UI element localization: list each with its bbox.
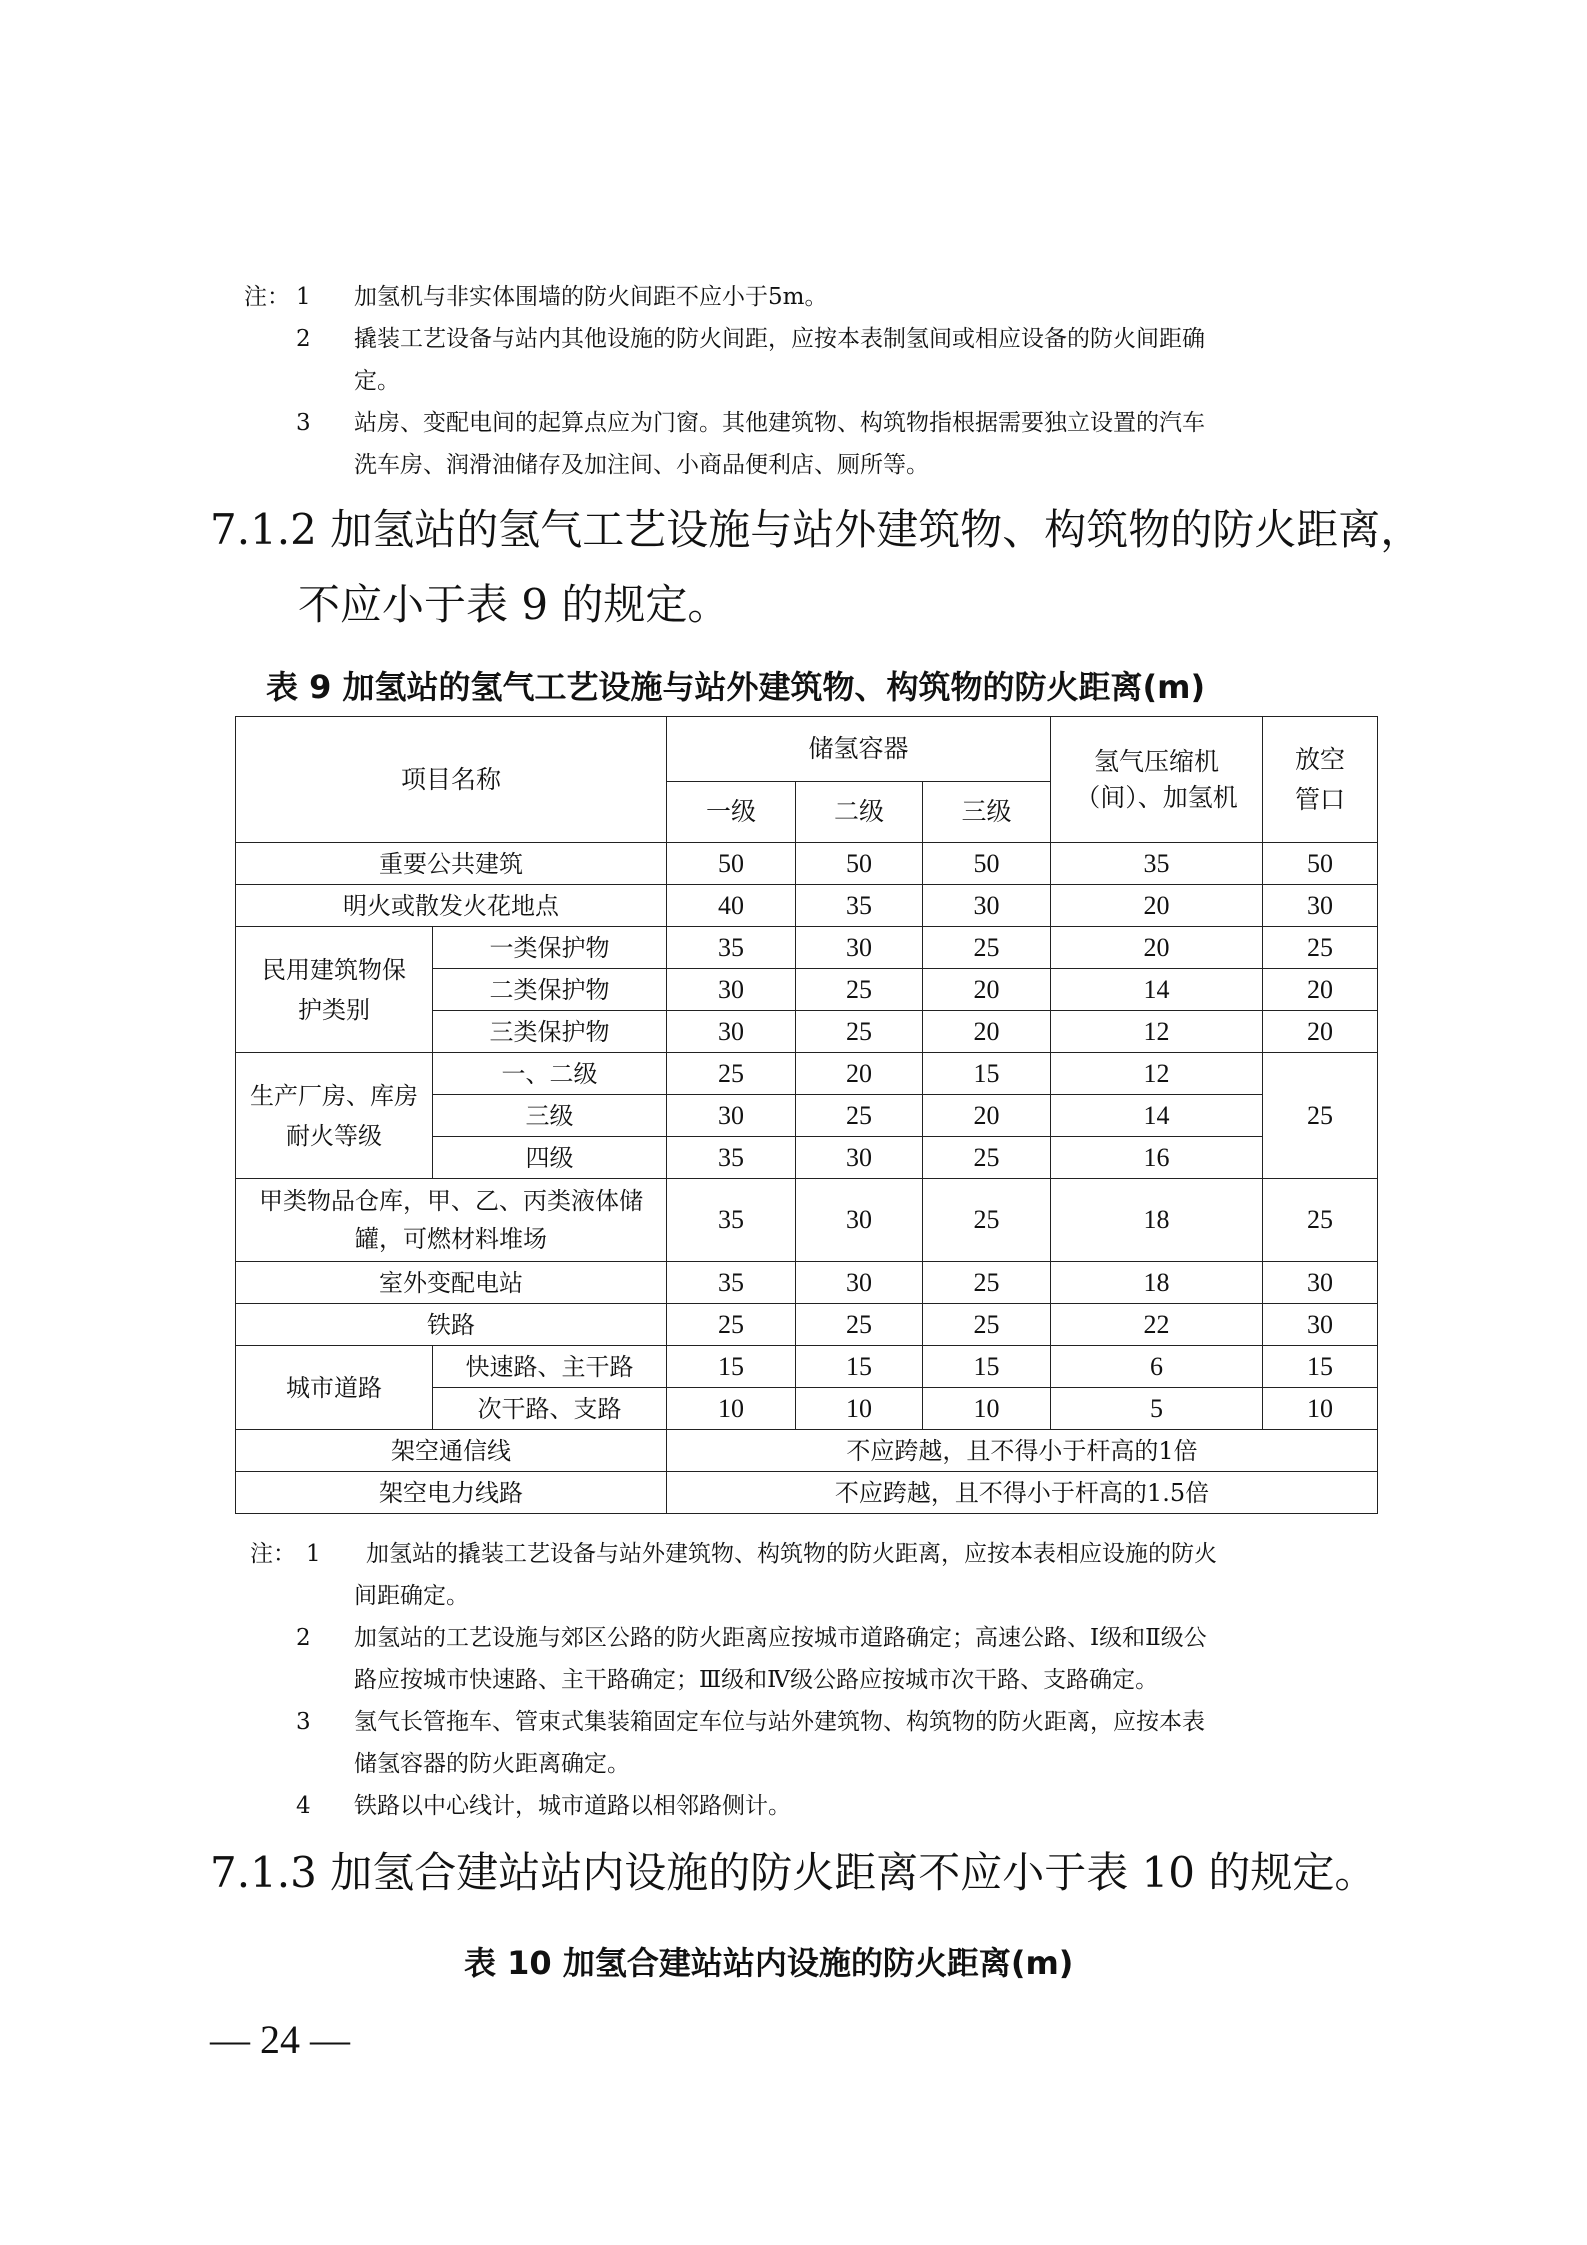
cell: 35 — [667, 927, 796, 969]
table-9-caption: 表 9 加氢站的氢气工艺设施与站外建筑物、构筑物的防火距离(m) — [266, 668, 1206, 706]
cell: 30 — [796, 927, 923, 969]
cell: 25 — [923, 1179, 1051, 1262]
group-label-civil: 民用建筑物保护类别 — [236, 927, 433, 1053]
cell: 20 — [923, 1095, 1051, 1137]
cell: 25 — [1263, 1179, 1378, 1262]
table-9 — [235, 716, 1378, 1514]
cell: 30 — [923, 885, 1051, 927]
cell: 25 — [796, 1304, 923, 1346]
cell: 20 — [1263, 1011, 1378, 1053]
cell-span-text: 不应跨越，且不得小于杆高的1.5倍 — [667, 1472, 1378, 1514]
cell: 10 — [1263, 1388, 1378, 1430]
cell: 30 — [667, 1011, 796, 1053]
cell: 12 — [1051, 1011, 1263, 1053]
table-10-caption: 表 10 加氢合建站站内设施的防火距离(m) — [464, 1944, 1074, 1982]
cell: 20 — [923, 969, 1051, 1011]
cell: 50 — [923, 843, 1051, 885]
row-label: 次干路、支路 — [433, 1388, 667, 1430]
top-note-3-line-2: 洗车房、润滑油储存及加注间、小商品便利店、厕所等。 — [354, 452, 929, 478]
cell: 15 — [796, 1346, 923, 1388]
header-grade-2: 二级 — [796, 782, 923, 843]
table-note-num-2: 2 — [296, 1625, 311, 1651]
cell: 35 — [1051, 843, 1263, 885]
group-label-fire-rating: 生产厂房、库房耐火等级 — [236, 1053, 433, 1179]
cell: 15 — [923, 1346, 1051, 1388]
top-note-2-line-1: 撬装工艺设备与站内其他设施的防火间距，应按本表制氢间或相应设备的防火间距确 — [354, 326, 1205, 352]
table-note-2-line-2: 路应按城市快速路、主干路确定；Ⅲ级和Ⅳ级公路应按城市次干路、支路确定。 — [354, 1667, 1159, 1693]
row-label: 三类保护物 — [433, 1011, 667, 1053]
row-label: 三级 — [433, 1095, 667, 1137]
top-note-num-1: 1 — [296, 284, 311, 310]
cell: 30 — [1263, 1304, 1378, 1346]
header-grade-3: 三级 — [923, 782, 1051, 843]
top-note-2-line-2: 定。 — [354, 368, 400, 394]
cell: 15 — [1263, 1346, 1378, 1388]
cell: 30 — [796, 1262, 923, 1304]
cell-fire-vent: 25 — [1263, 1053, 1378, 1179]
cell: 30 — [1263, 885, 1378, 927]
row-label: 四级 — [433, 1137, 667, 1179]
table-note-1-line-2: 间距确定。 — [354, 1583, 469, 1609]
cell: 30 — [796, 1137, 923, 1179]
cell: 50 — [1263, 843, 1378, 885]
group-label-city-road: 城市道路 — [236, 1346, 433, 1430]
cell: 20 — [796, 1053, 923, 1095]
cell: 35 — [667, 1137, 796, 1179]
header-vent: 放空管口 — [1263, 717, 1378, 843]
cell: 22 — [1051, 1304, 1263, 1346]
cell: 10 — [796, 1388, 923, 1430]
cell: 50 — [667, 843, 796, 885]
cell: 10 — [667, 1388, 796, 1430]
cell: 25 — [667, 1304, 796, 1346]
header-grade-1: 一级 — [667, 782, 796, 843]
cell: 14 — [1051, 969, 1263, 1011]
top-note-num-2: 2 — [296, 326, 311, 352]
table-note-1-line-1: 加氢站的撬装工艺设备与站外建筑物、构筑物的防火距离，应按本表相应设施的防火 — [366, 1541, 1217, 1567]
cell: 30 — [667, 969, 796, 1011]
table-row — [236, 1472, 1378, 1514]
section-7-1-2-line-2: 不应小于表 9 的规定。 — [298, 580, 730, 629]
cell: 25 — [796, 1095, 923, 1137]
cell: 15 — [923, 1053, 1051, 1095]
cell: 35 — [796, 885, 923, 927]
table-row — [236, 1430, 1378, 1472]
top-note-3-line-1: 站房、变配电间的起算点应为门窗。其他建筑物、构筑物指根据需要独立设置的汽车 — [354, 410, 1205, 436]
table-note-2-line-1: 加氢站的工艺设施与郊区公路的防火距离应按城市道路确定；高速公路、Ⅰ级和Ⅱ级公 — [354, 1625, 1207, 1651]
cell: 15 — [667, 1346, 796, 1388]
row-label: 铁路 — [236, 1304, 667, 1346]
row-label: 明火或散发火花地点 — [236, 885, 667, 927]
cell: 25 — [923, 1262, 1051, 1304]
cell: 25 — [796, 969, 923, 1011]
table-notes-prefix: 注： — [250, 1541, 296, 1567]
table-row — [236, 1053, 1378, 1095]
cell: 14 — [1051, 1095, 1263, 1137]
table-note-num-1: 1 — [306, 1541, 321, 1567]
table-note-num-3: 3 — [296, 1709, 311, 1735]
header-compressor: 氢气压缩机（间）、加氢机 — [1051, 717, 1263, 843]
top-note-1-line-1: 加氢机与非实体围墙的防火间距不应小于5m。 — [354, 284, 828, 310]
table-row — [236, 1304, 1378, 1346]
cell: 35 — [667, 1262, 796, 1304]
cell: 50 — [796, 843, 923, 885]
row-label: 架空电力线路 — [236, 1472, 667, 1514]
page-number: — 24 — — [210, 2017, 350, 2062]
cell: 10 — [923, 1388, 1051, 1430]
cell: 30 — [667, 1095, 796, 1137]
table-row — [236, 843, 1378, 885]
top-notes-prefix: 注： — [244, 284, 290, 310]
table-row — [236, 927, 1378, 969]
row-label: 室外变配电站 — [236, 1262, 667, 1304]
top-note-num-3: 3 — [296, 410, 311, 436]
table-note-3-line-2: 储氢容器的防火距离确定。 — [354, 1751, 630, 1777]
cell: 20 — [1051, 885, 1263, 927]
cell: 30 — [796, 1179, 923, 1262]
cell: 18 — [1051, 1179, 1263, 1262]
cell: 35 — [667, 1179, 796, 1262]
section-7-1-3-line-1: 7.1.3 加氢合建站站内设施的防火距离不应小于表 10 的规定。 — [210, 1848, 1377, 1897]
row-label: 一、二级 — [433, 1053, 667, 1095]
table-row — [236, 1346, 1378, 1388]
row-label: 甲类物品仓库，甲、乙、丙类液体储罐，可燃材料堆场 — [236, 1179, 667, 1262]
table-row — [236, 1179, 1378, 1262]
cell: 12 — [1051, 1053, 1263, 1095]
cell-span-text: 不应跨越，且不得小于杆高的1倍 — [667, 1430, 1378, 1472]
cell: 16 — [1051, 1137, 1263, 1179]
cell: 20 — [1263, 969, 1378, 1011]
row-label: 快速路、主干路 — [433, 1346, 667, 1388]
cell: 25 — [667, 1053, 796, 1095]
cell: 6 — [1051, 1346, 1263, 1388]
table-header-row-1 — [236, 717, 1378, 782]
cell: 25 — [796, 1011, 923, 1053]
cell: 25 — [923, 1137, 1051, 1179]
cell: 30 — [1263, 1262, 1378, 1304]
section-7-1-2-line-1: 7.1.2 加氢站的氢气工艺设施与站外建筑物、构筑物的防火距离， — [210, 505, 1423, 554]
row-label: 架空通信线 — [236, 1430, 667, 1472]
cell: 5 — [1051, 1388, 1263, 1430]
table-row — [236, 885, 1378, 927]
cell: 25 — [923, 927, 1051, 969]
row-label: 一类保护物 — [433, 927, 667, 969]
table-note-3-line-1: 氢气长管拖车、管束式集装箱固定车位与站外建筑物、构筑物的防火距离，应按本表 — [354, 1709, 1205, 1735]
header-item-name: 项目名称 — [236, 717, 667, 843]
cell: 20 — [923, 1011, 1051, 1053]
table-note-num-4: 4 — [296, 1793, 311, 1819]
cell: 20 — [1051, 927, 1263, 969]
header-storage: 储氢容器 — [667, 717, 1051, 782]
cell: 25 — [1263, 927, 1378, 969]
cell: 25 — [923, 1304, 1051, 1346]
table-note-4-line-1: 铁路以中心线计，城市道路以相邻路侧计。 — [354, 1793, 791, 1819]
cell: 40 — [667, 885, 796, 927]
table-row — [236, 1262, 1378, 1304]
row-label: 重要公共建筑 — [236, 843, 667, 885]
row-label: 二类保护物 — [433, 969, 667, 1011]
cell: 18 — [1051, 1262, 1263, 1304]
